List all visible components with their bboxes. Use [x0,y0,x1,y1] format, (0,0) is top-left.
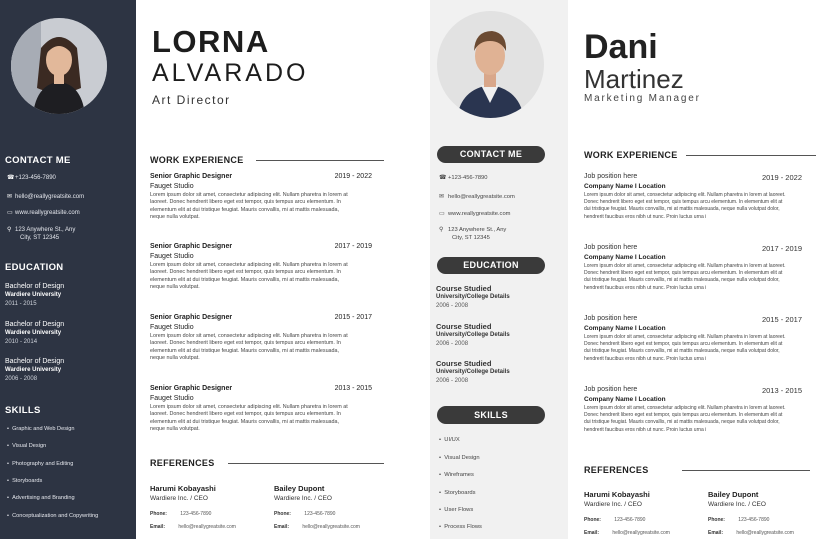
skill-item: • Storyboards [7,478,43,484]
work-experience-heading: WORK EXPERIENCE [150,155,244,165]
divider [256,160,384,161]
globe-icon: ▭ [7,210,13,216]
skill-item: • Wireframes [439,472,474,478]
resume1-sidebar [0,0,136,539]
email-icon: ✉ [7,194,13,200]
references-heading: REFERENCES [150,458,215,468]
contact-address: ⚲ 123 Anywhere St., Any City, ST 12345 [7,227,76,241]
skill-item: • UI/UX [439,437,460,443]
education-item: Course Studied University/College Details 2006 - 2008 [436,284,510,309]
contact-email[interactable]: ✉ hello@reallygreatsite.com [7,194,85,200]
skill-item: • Visual Design [439,455,480,461]
last-name: Martinez [584,64,684,94]
contact-heading: CONTACT ME [5,155,71,166]
skill-item: • Photography and Editing [7,461,74,467]
job-entry: Senior Graphic Designer 2019 - 2022 Fauget Studio Lorem ipsum dolor sit amet, consectetur adipiscing elit. Nullam pharetra in lorem at laoreet. Donec hendrerit libero eget est tempor, quis tempus arcu elementum. In elementum elit at dui tristique feugiat. Mauris convallis, mi at mattis malesuada, neque nulla volutpat. [150,173,372,221]
divider [682,470,810,471]
education-heading: EDUCATION [5,262,64,273]
skills-heading: SKILLS [437,406,545,424]
references-heading: REFERENCES [584,465,649,475]
contact-heading: CONTACT ME [437,146,545,163]
email-icon: ✉ [439,194,445,200]
last-name: ALVARADO [152,59,309,87]
reference-card: Bailey Dupont Wardiere Inc. / CEO Phone: 123-456-7890 Email: hello@reallygreatsite.com [274,484,360,530]
first-name: LORNA [152,24,270,59]
location-pin-icon: ⚲ [7,227,12,233]
man-portrait-icon [437,11,544,118]
woman-portrait-icon [11,18,107,114]
skill-item: • Process Flows [439,524,482,530]
first-name: Dani [584,28,658,66]
skill-item: • Graphic and Web Design [7,426,75,432]
education-item: Course Studied University/College Details 2006 - 2008 [436,359,510,384]
resume2-sidebar [430,0,568,539]
profile-photo [437,11,544,118]
job-entry: Job position here 2017 - 2019 Company Name I Location Lorem ipsum dolor sit amet, consectetur adipiscing elit. Nullam pharetra in lorem at laoreet. Donec hendrerit libero eget est tempor, quis tempus arcu elementum. In elementum elit at dui tristique feugiat. Mauris convallis, mi at mattis malesuada, neque nulla volutpat dolor, hendrerit faucibus eros nibh ut nunc. Proin luctus urna i [584,244,802,291]
education-heading: EDUCATION [437,257,545,274]
location-pin-icon: ⚲ [439,227,444,233]
contact-phone: ☎+123-456-7890 [7,175,56,181]
reference-card: Harumi Kobayashi Wardiere Inc. / CEO Phone: 123-456-7890 Email: hello@reallygreatsite.com [584,490,670,536]
skill-item: • Conceptualization and Copywriting [7,513,99,519]
contact-address: ⚲ 123 Anywhere St., Any City, ST 12345 [439,227,507,241]
divider [686,155,816,156]
reference-card: Harumi Kobayashi Wardiere Inc. / CEO Phone: 123-456-7890 Email: hello@reallygreatsite.com [150,484,236,530]
job-entry: Senior Graphic Designer 2013 - 2015 Fauget Studio Lorem ipsum dolor sit amet, consectetur adipiscing elit. Nullam pharetra in lorem at laoreet. Donec hendrerit libero eget est tempor, quis tempus arcu elementum. In elementum elit at dui tristique feugiat. Mauris convallis, mi at mattis malesuada, neque nulla volutpat. [150,385,372,433]
education-item: Course Studied University/College Details 2006 - 2008 [436,322,510,347]
job-role: Marketing Manager [584,93,701,104]
education-item: Bachelor of Design Wardiere University 2011 - 2015 [5,283,65,307]
skills-heading: SKILLS [5,405,41,416]
skill-item: • User Flows [439,507,474,513]
skill-item: • Storyboards [439,490,476,496]
job-role: Art Director [152,93,231,107]
job-entry: Senior Graphic Designer 2015 - 2017 Fauget Studio Lorem ipsum dolor sit amet, consectetur adipiscing elit. Nullam pharetra in lorem at laoreet. Donec hendrerit libero eget est tempor, quis tempus arcu elementum. In elementum elit at dui tristique feugiat. Mauris convallis, mi at mattis malesuada, neque nulla volutpat. [150,314,372,362]
phone-icon: ☎ [439,175,447,181]
job-entry: Job position here 2013 - 2015 Company Name I Location Lorem ipsum dolor sit amet, consectetur adipiscing elit. Nullam pharetra in lorem at laoreet. Donec hendrerit libero eget est tempor, quis tempus arcu elementum. In elementum elit at dui tristique feugiat. Mauris convallis, mi at mattis malesuada, neque nulla volutpat dolor, hendrerit faucibus eros nibh ut nunc. Proin luctus urna i [584,386,802,433]
skill-item: • Advertising and Branding [7,495,75,501]
work-experience-heading: WORK EXPERIENCE [584,150,678,160]
education-item: Bachelor of Design Wardiere University 2010 - 2014 [5,321,65,345]
job-entry: Job position here 2019 - 2022 Company Name I Location Lorem ipsum dolor sit amet, consectetur adipiscing elit. Nullam pharetra in lorem at laoreet. Donec hendrerit libero eget est tempor, quis tempus arcu elementum. In elementum elit at dui tristique feugiat. Mauris convallis, mi at mattis malesuada, neque nulla volutpat dolor, hendrerit faucibus eros nibh ut nunc. Proin luctus urna i [584,173,802,220]
contact-website[interactable]: ▭ www.reallygreatsite.com [439,211,511,217]
profile-photo [11,18,107,114]
reference-card: Bailey Dupont Wardiere Inc. / CEO Phone: 123-456-7890 Email: hello@reallygreatsite.com [708,490,794,536]
skill-item: • Visual Design [7,443,47,449]
phone-icon: ☎ [7,175,15,181]
divider [228,463,384,464]
globe-icon: ▭ [439,211,445,217]
contact-email[interactable]: ✉ hello@reallygreatsite.com [439,194,515,200]
contact-website[interactable]: ▭ www.reallygreatsite.com [7,210,80,216]
job-entry: Job position here 2015 - 2017 Company Name I Location Lorem ipsum dolor sit amet, consectetur adipiscing elit. Nullam pharetra in lorem at laoreet. Donec hendrerit libero eget est tempor, quis tempus arcu elementum. In elementum elit at dui tristique feugiat. Mauris convallis, mi at mattis malesuada, neque nulla volutpat dolor, hendrerit faucibus eros nibh ut nunc. Proin luctus urna i [584,315,802,362]
contact-phone: ☎ +123-456-7890 [439,175,488,181]
education-item: Bachelor of Design Wardiere University 2006 - 2008 [5,358,65,382]
job-entry: Senior Graphic Designer 2017 - 2019 Fauget Studio Lorem ipsum dolor sit amet, consectetur adipiscing elit. Nullam pharetra in lorem at laoreet. Donec hendrerit libero eget est tempor, quis tempus arcu elementum. In elementum elit at dui tristique feugiat. Mauris convallis, mi at mattis malesuada, neque nulla volutpat. [150,243,372,291]
